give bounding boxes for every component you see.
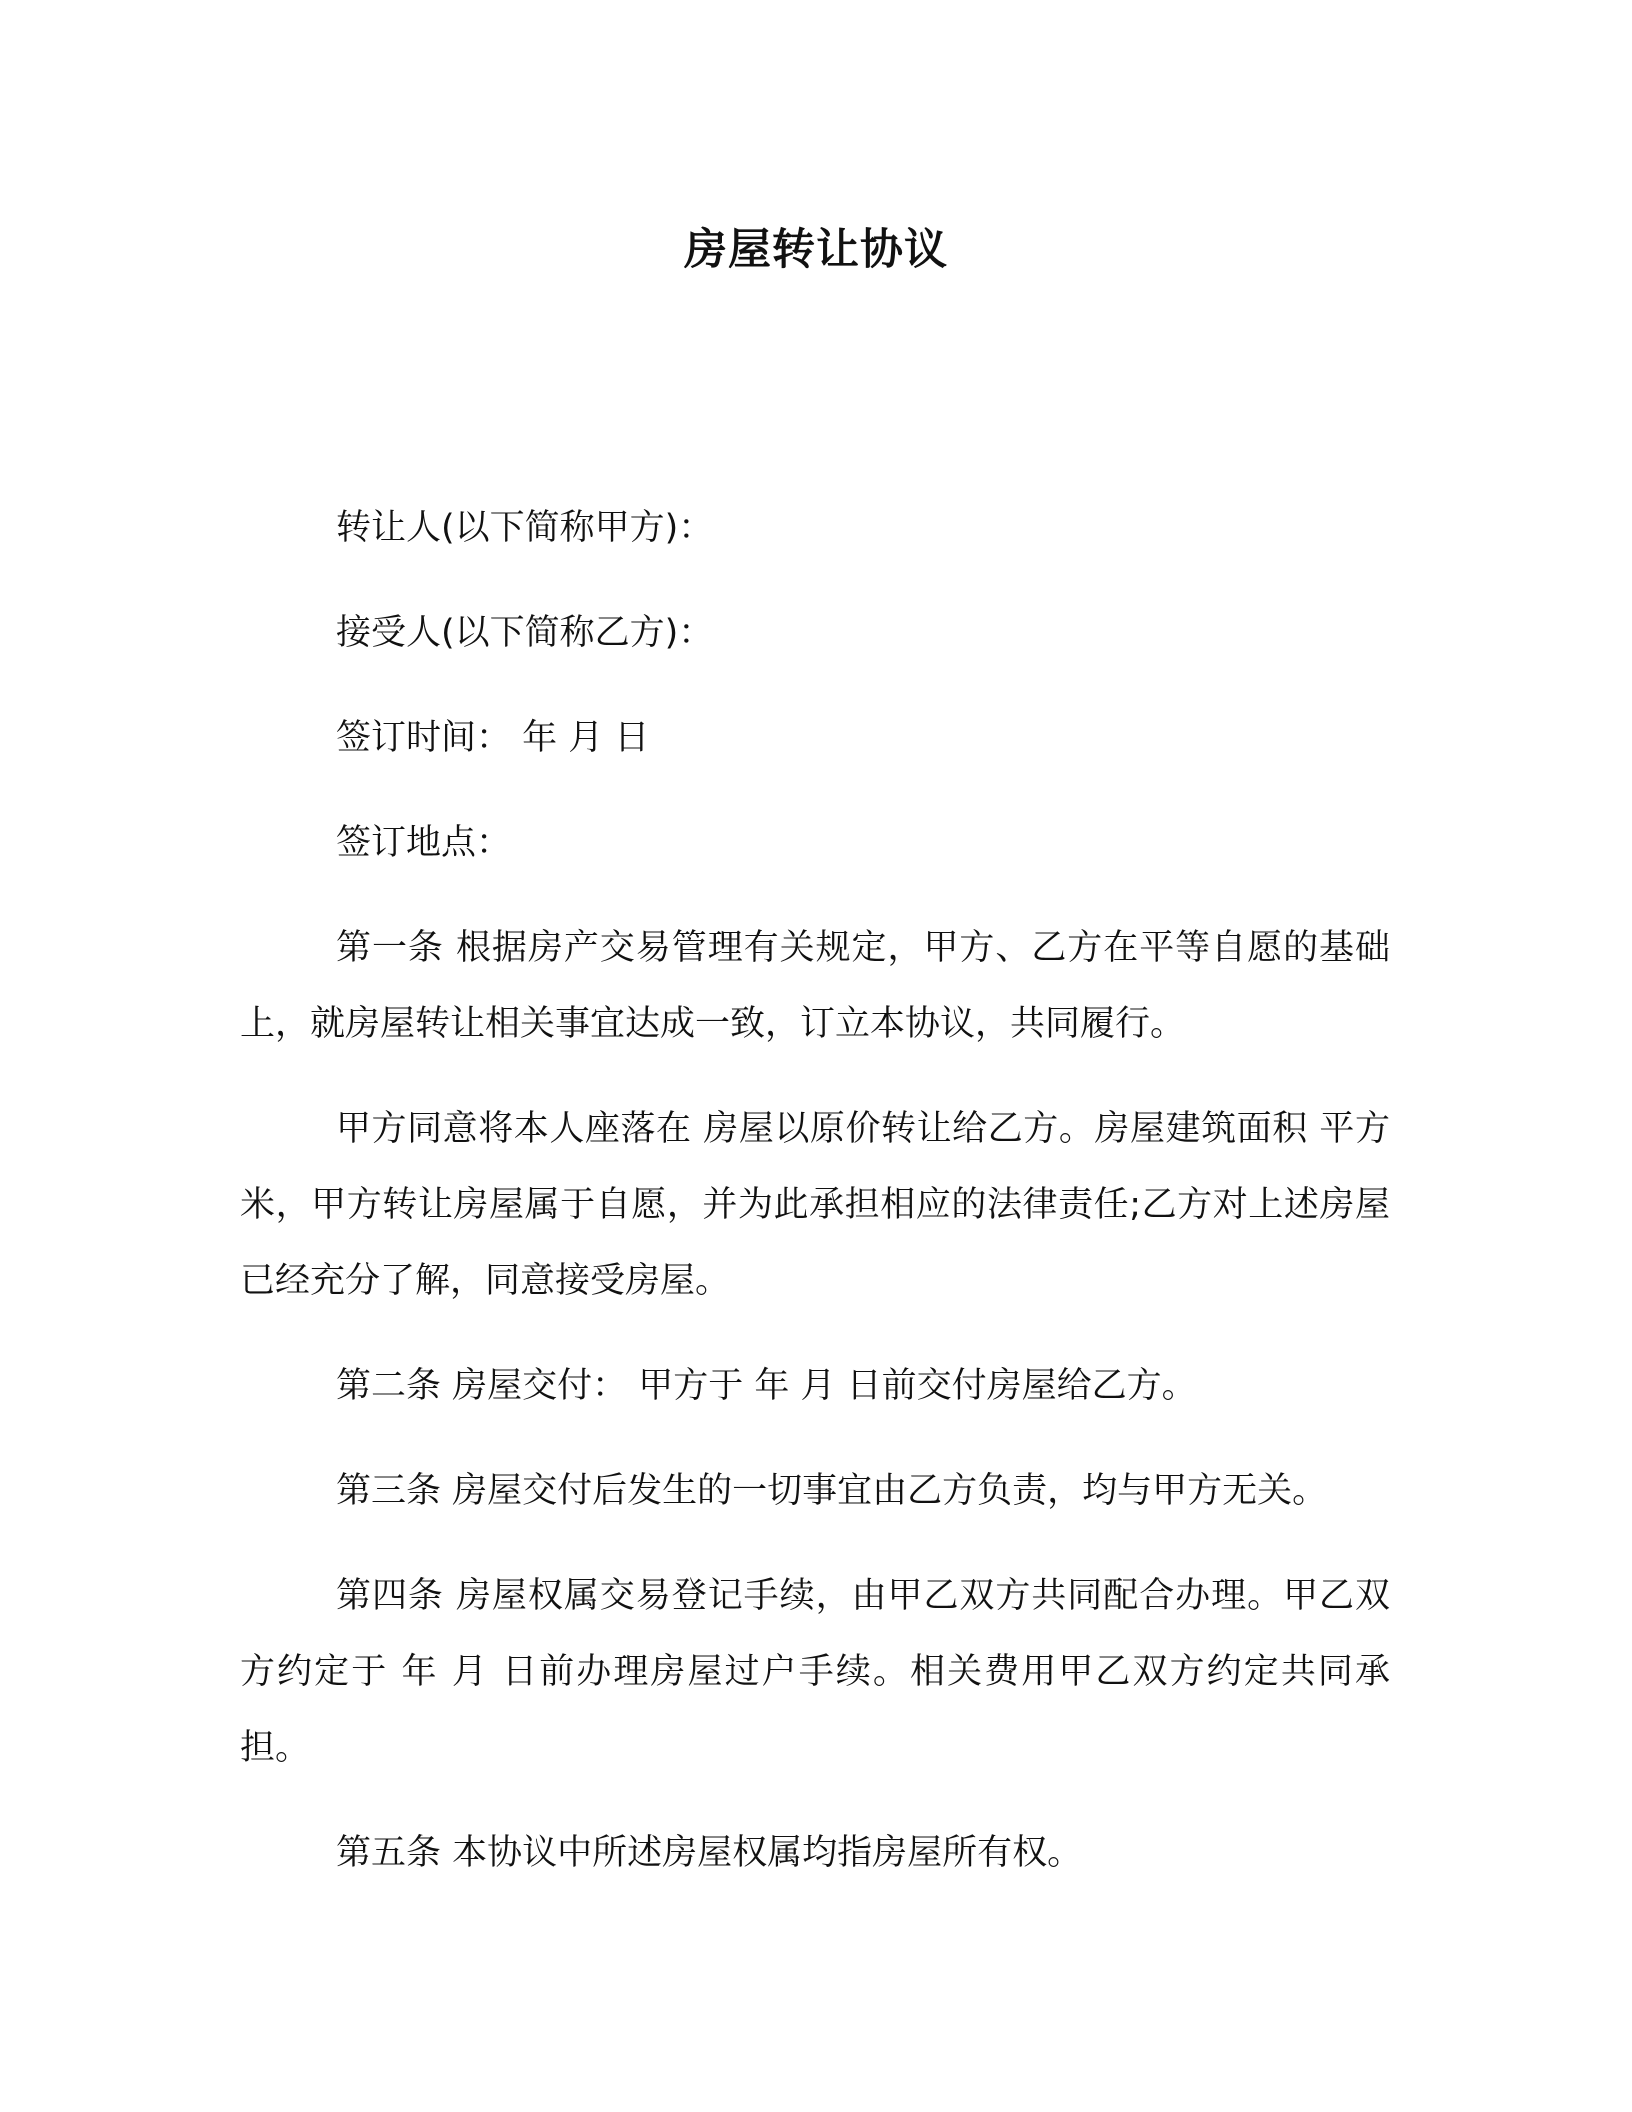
transferee-line: 接受人(以下简称乙方)：: [336, 613, 714, 653]
article-3: 第三条 房屋交付后发生的一切事宜由乙方负责，均与甲方无关。: [336, 1471, 1328, 1511]
transferor-line: 转让人(以下简称甲方)：: [336, 508, 714, 548]
article-5: 第五条 本协议中所述房屋权属均指房屋所有权。: [336, 1833, 1083, 1873]
article-2: 第二条 房屋交付： 甲方于 年 月 日前交付房屋给乙方。: [336, 1366, 1197, 1406]
article-1: 第一条 根据房产交易管理有关规定，甲方、乙方在平等自愿的基础上，就房屋转让相关事宜达成一致，订立本协议，共同履行。: [240, 928, 1390, 1044]
article-4: 第四条 房屋权属交易登记手续，由甲乙双方共同配合办理。甲乙双方约定于 年 月 日前办理房屋过户手续。相关费用甲乙双方约定共同承担。: [240, 1576, 1390, 1768]
signing-place-line: 签订地点：: [336, 823, 512, 863]
signing-date-line: 签订时间： 年 月 日: [336, 718, 650, 758]
document-title: 房屋转让协议: [684, 225, 948, 275]
document-body: [240, 490, 1390, 1920]
article-1-details: 甲方同意将本人座落在 房屋以原价转让给乙方。房屋建筑面积 平方米，甲方转让房屋属于自愿，并为此承担相应的法律责任;乙方对上述房屋已经充分了解，同意接受房屋。: [240, 1109, 1390, 1301]
